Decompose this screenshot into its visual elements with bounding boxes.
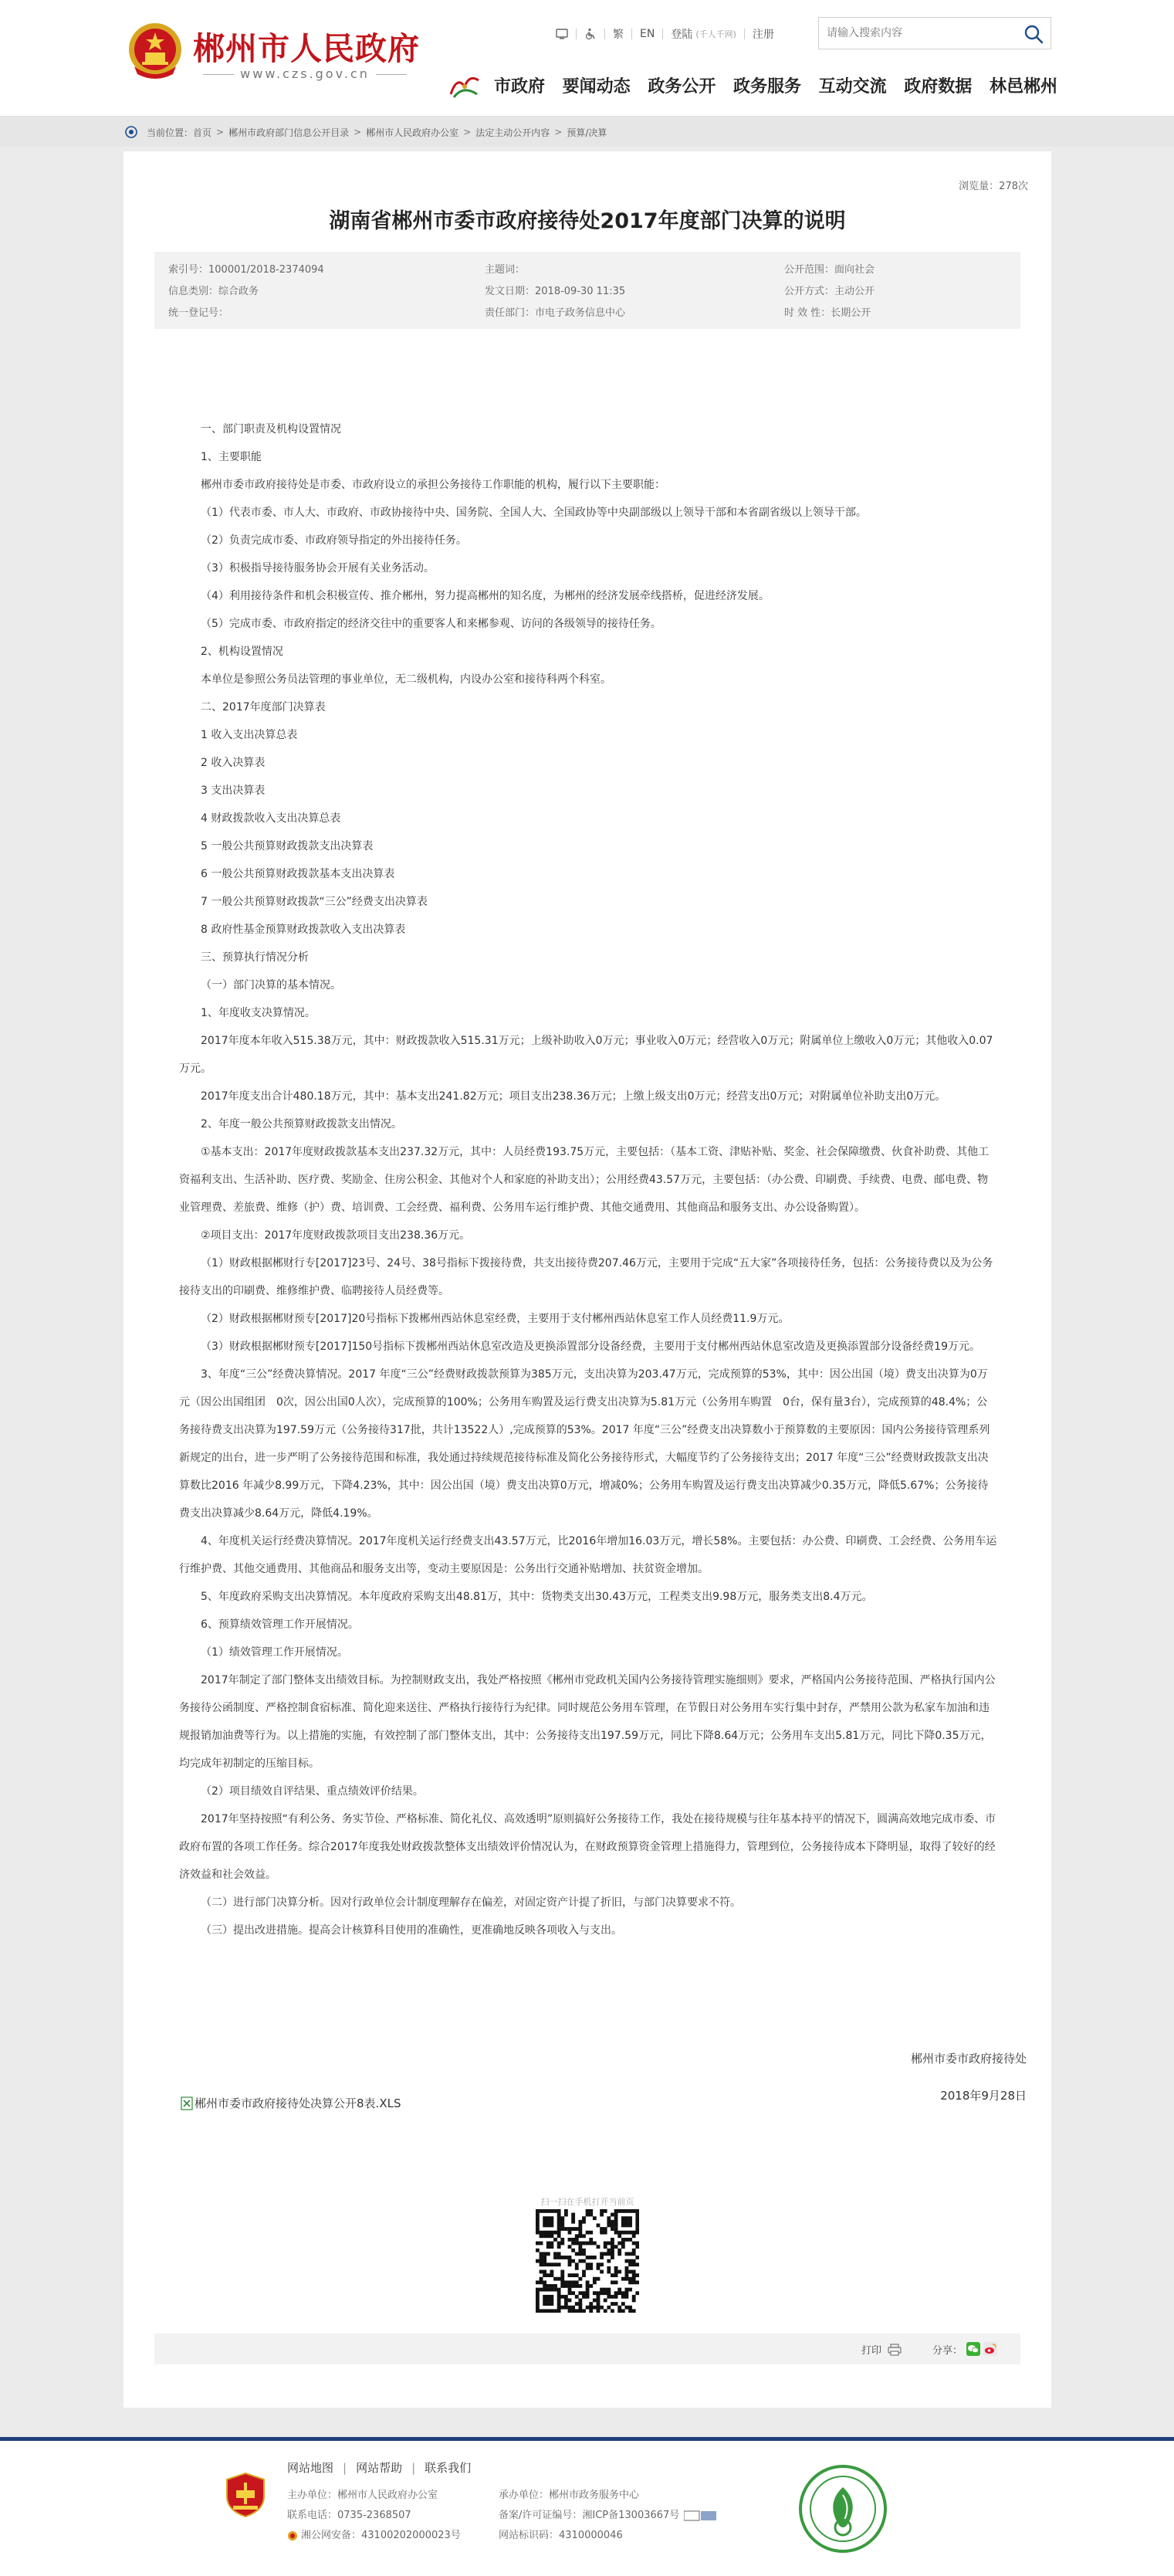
article-paragraph: 本单位是参照公务员法管理的事业单位，无二级机构，内设办公室和接待科两个科室。 <box>201 673 611 686</box>
article-paragraph: 一、部门职责及机构设置情况 <box>201 423 341 436</box>
nav-item-government-services[interactable]: 政务服务 <box>732 76 801 97</box>
article-paragraph: 2、机构设置情况 <box>201 646 283 658</box>
article-paragraph: （1）财政根据郴财行专[2017]23号、24号、38号指标下拨接待费，共支出接待费207.46万元，主要用于完成“五大家”各项接待任务，包括：公务接待费以及为公务接待支出的印刷费、维修维护费、临聘接待人员经费等。 <box>179 1257 993 1297</box>
article-paragraph: （一）部门决算的基本情况。 <box>201 979 341 991</box>
document-meta-grid <box>168 261 1007 319</box>
article-paragraph: 5 一般公共预算财政拨款支出决算表 <box>201 840 374 852</box>
article-paragraph: 7 一般公共预算财政拨款“三公”经费支出决算表 <box>201 896 428 908</box>
signature-organization: 郴州市委市政府接待处 <box>910 2052 1027 2066</box>
wheelchair-icon <box>584 28 597 40</box>
article-paragraph: 5、年度政府采购支出决算情况。本年度政府采购支出48.81万，其中：货物类支出30.43万元，工程类支出9.98万元，服务类支出8.4万元。 <box>201 1591 873 1603</box>
icp-badge-icon <box>684 2510 718 2521</box>
printer-icon <box>888 2344 902 2356</box>
site-header <box>0 0 1174 116</box>
article-paragraph: 1、主要职能 <box>201 451 262 463</box>
police-badge-icon <box>287 2530 298 2541</box>
article-paragraph: 3、年度“三公”经费决算情况。2017 年度“三公”经费财政拨款预算为385万元，支出决算为203.47万元，完成预算的53%，其中：因公出国（境）费支出决算为0万元（因公出国组团 0次，因公出国0人次），完成预算的100%；公务用车购置及运行费支出决算为5.81万元（公务用车购置 0台，保有量3台），完成预算的48.4%；公务接待费支出决算为197.59万元（公务接待317批，共计13522人）,完成预算的53%。2017 年度“三公”经费支出决算数小于预算数的主要原因：国内公务接待管理系列新规定的出台，进一步严明了公务接待范围和标准，我处通过持续规范接待标准及简化公务接待形式，大幅度节约了公务接待支出；2017 年度“三公”经费财政拨款支出决算数比2016 年减少8.99万元，下降4.23%，其中：因公出国（境）费支出决算0万元，增减0%；公务用车购置及运行费支出决算减少0.35万元，降低5.67%；公务接待费支出决算减少8.64万元，降低4.19%。 <box>179 1368 990 1520</box>
view-count: 浏览量：278次 <box>959 181 1028 192</box>
breadcrumb-separator: > <box>463 127 472 137</box>
breadcrumb <box>125 124 1051 140</box>
footer-link-contact[interactable]: 联系我们 <box>425 2461 472 2475</box>
article-body <box>179 415 997 1944</box>
article-paragraph: （1）绩效管理工作开展情况。 <box>201 1646 348 1659</box>
nav-item-government-affairs-disclosure[interactable]: 政务公开 <box>648 76 716 97</box>
article-paragraph: 2、年度一般公共预算财政拨款支出情况。 <box>201 1118 402 1130</box>
footer-link-help[interactable]: 网站帮助 <box>356 2461 403 2475</box>
article-paragraph: 1 收入支出决算总表 <box>201 729 298 741</box>
footer-link-separator: | <box>411 2460 416 2475</box>
footer-info <box>287 2486 781 2546</box>
nav-item-linyi-chenzhou[interactable]: 林邑郴州 <box>989 76 1057 97</box>
article-paragraph: ①基本支出：2017年度财政拨款基本支出237.32万元，其中：人员经费193.75万元，主要包括：（基本工资、津贴补贴、奖金、社会保障缴费、伙食补助费、其他工资福利支出、生活补助、医疗费、奖励金、住房公积金、其他对个人和家庭的补助支出）；公用经费43.57万元，主要包括：（办公费、印刷费、手续费、电费、邮电费、物业管理费、差旅费、维修（护）费、培训费、工会经费、福利费、公务用车运行维护费、其他交通费用、其他商品和服务支出、办公设备购置）。 <box>179 1146 990 1214</box>
article-paragraph: （二）进行部门决算分析。因对行政单位会计制度理解存在偏差，对固定资产计提了折旧，与部门决算要求不符。 <box>201 1896 741 1909</box>
signature-date: 2018年9月28日 <box>940 2089 1027 2103</box>
article-paragraph: （三）提出改进措施。提高会计核算科目使用的准确性，更准确地反映各项收入与支出。 <box>201 1924 622 1937</box>
wechat-share-icon[interactable] <box>966 2342 980 2356</box>
footer-host: 主办单位：郴州市人民政府办公室 <box>287 2490 438 2501</box>
meta-validity: 时 效 性：长期公开 <box>784 307 871 319</box>
article-paragraph: 二、2017年度部门决算表 <box>201 701 326 713</box>
article-paragraph: 2017年度本年收入515.38万元，其中：财政拨款收入515.31万元；上级补助收入0万元；事业收入0万元；经营收入0万元；附属单位上缴收入0万元；其他收入0.07万元。 <box>179 1035 993 1075</box>
excel-file-icon <box>181 2096 193 2110</box>
meta-department: 责任部门：市电子政务信息中心 <box>485 307 626 319</box>
meta-issue-date: 发文日期：2018-09-30 11:35 <box>485 286 626 297</box>
nav-item-interaction[interactable]: 互动交流 <box>818 76 887 97</box>
main-navigation <box>494 69 1057 100</box>
site-url-text: www.czs.gov.cn <box>240 66 370 81</box>
article-paragraph: 三、预算执行情况分析 <box>201 951 309 964</box>
footer-link-sitemap[interactable]: 网站地图 <box>287 2461 334 2475</box>
nav-decoration-icon <box>446 71 483 100</box>
english-link[interactable]: EN <box>640 28 655 40</box>
footer-links <box>287 2459 471 2476</box>
accessibility-mode-link[interactable] <box>584 28 597 40</box>
national-emblem-icon[interactable] <box>127 20 184 82</box>
article-paragraph: （1）代表市委、市人大、市政府、市政协接待中央、国务院、全国人大、全国政协等中央副部级以上领导干部和本省副省级以上领导干部。 <box>201 507 867 519</box>
breadcrumb-bar <box>0 116 1174 147</box>
article-card <box>123 151 1051 2408</box>
traditional-chinese-link[interactable]: 繁 <box>613 29 624 41</box>
footer-police-wrap <box>287 2526 499 2546</box>
article-paragraph: 郴州市委市政府接待处是市委、市政府设立的承担公务接待工作职能的机构，履行以下主要职能： <box>201 479 665 491</box>
nav-item-city-government[interactable]: 市政府 <box>494 76 546 97</box>
location-pin-icon <box>125 126 137 138</box>
meta-theme: 主题词： <box>485 264 526 276</box>
nav-item-news[interactable]: 要闻动态 <box>562 76 631 97</box>
login-label: 登陆 <box>671 29 693 41</box>
article-paragraph: （3）财政根据郴财预专[2017]150号指标下拨郴州西站休息室改造及更换添置部分设备经费，主要用于支付郴州西站休息室改造及更换添置部分设备经费19万元。 <box>201 1341 980 1353</box>
footer-police-record[interactable]: 湘公网安备：43100202000023号 <box>301 2530 461 2541</box>
breadcrumb-separator: > <box>216 127 225 137</box>
breadcrumb-separator: > <box>354 127 362 137</box>
article-paragraph: （4）利用接待条件和机会积极宣传、推介郴州，努力提高郴州的知名度，为郴州的经济发展牵线搭桥，促进经济发展。 <box>201 590 770 602</box>
footer-undertaker: 承办单位：郴州市政务服务中心 <box>499 2490 640 2501</box>
footer-icp-wrap <box>499 2506 718 2526</box>
breadcrumb-separator: > <box>554 127 563 137</box>
government-website-seal-icon[interactable] <box>798 2464 888 2554</box>
breadcrumb-home[interactable]: 首页 <box>193 127 212 138</box>
weibo-share-icon[interactable] <box>983 2342 997 2356</box>
login-note: (千人千网) <box>695 29 736 39</box>
article-paragraph: 2017年制定了部门整体支出绩效目标。为控制财政支出，我处严格按照《郴州市党政机关国内公务接待管理实施细则》要求，严格国内公务接待范围、严格执行国内公务接待公函制度、严格控制食宿标准、简化迎来送往、严格执行接待行为纪律。同时规范公务用车管理，在节假日对公务用车实行集中封存，严禁用公款为私家车加油和违规报销加油费等行为。以上措施的实施，有效控制了部门整体支出，其中：公务接待支出197.59万元，同比下降8.64万元；公务用车支出5.81万元，同比下降0.35万元，均完成年初制定的压缩目标。 <box>179 1674 996 1770</box>
document-meta-box <box>154 252 1020 329</box>
breadcrumb-label: 当前位置： <box>147 127 194 138</box>
article-paragraph: 4 财政拨款收入支出决算总表 <box>201 812 341 825</box>
share-label: 分享： <box>932 2345 963 2357</box>
article-paragraph: （3）积极指导接待服务协会开展有关业务活动。 <box>201 562 435 575</box>
article-paragraph: 6 一般公共预算财政拨款基本支出决算表 <box>201 868 395 880</box>
article-paragraph: 3 支出决算表 <box>201 785 266 797</box>
article-paragraph: 4、年度机关运行经费决算情况。2017年度机关运行经费支出43.57万元，比2016年增加16.03万元，增长58%。主要包括：办公费、印刷费、工会经费、公务用车运行维护费、其他交通费用、其他商品和服务支出等，变动主要原因是：公务出行交通补贴增加、扶贫资金增加。 <box>179 1535 997 1575</box>
screen-reader-icon <box>556 28 568 40</box>
article-paragraph: ②项目支出：2017年度财政拨款项目支出238.36万元。 <box>201 1229 471 1242</box>
page-title: 湖南省郴州市委市政府接待处2017年度部门决算的说明 <box>329 209 846 233</box>
site-footer <box>0 2441 1174 2576</box>
article-paragraph: （2）财政根据郴财预专[2017]20号指标下拨郴州西站休息室经费，主要用于支付郴州西站休息室工作人员经费11.9万元。 <box>201 1313 790 1325</box>
article-paragraph: 1、年度收支决算情况。 <box>201 1007 316 1019</box>
footer-icp[interactable]: 备案/许可证编号：湘ICP备13003667号 <box>499 2510 680 2521</box>
article-paragraph: 8 政府性基金预算财政拨款收入支出决算表 <box>201 924 406 936</box>
share-bar <box>154 2334 1020 2364</box>
meta-index-number: 索引号：100001/2018-2374094 <box>168 264 324 276</box>
register-link[interactable]: 注册 <box>752 29 774 41</box>
nav-item-government-data[interactable]: 政府数据 <box>904 76 973 97</box>
site-logo-url <box>193 66 417 83</box>
article-paragraph: 2017年度支出合计480.18万元，其中：基本支出241.82万元；项目支出238.36万元；上缴上级支出0万元；经营支出0万元；对附属单位补助支出0万元。 <box>201 1090 946 1103</box>
footer-phone: 联系电话：0735-2368507 <box>287 2510 411 2521</box>
attachment-filename: 郴州市委市政府接待处决算公开8表.XLS <box>195 2096 401 2110</box>
site-logo-title[interactable]: 郴州市人民政府 <box>193 30 420 67</box>
article-paragraph: 2017年坚持按照“有利公务、务实节俭、严格标准、简化礼仪、高效透明”原则搞好公务接待工作，我处在接待规模与往年基本持平的情况下，圆满高效地完成市委、市政府布置的各项工作任务。综合2017年度我处财政拨款整体支出绩效评价情况认为，在财政预算资金管理上措施得力，管理到位，公务接待成本下降明显，取得了较好的经济效益和社会效益。 <box>179 1813 996 1881</box>
qr-code-image <box>536 2209 639 2313</box>
top-utility-links <box>556 23 810 45</box>
print-label: 打印 <box>861 2345 882 2357</box>
article-paragraph: （2）项目绩效自评结果、重点绩效评价结果。 <box>201 1785 424 1798</box>
search-box <box>818 17 1051 49</box>
search-icon[interactable] <box>1023 23 1044 45</box>
meta-registration-number: 统一登记号： <box>168 307 229 319</box>
article-paragraph: （5）完成市委、市政府指定的经济交往中的重要客人和来郴参观、访问的各级领导的接待任务。 <box>201 618 661 630</box>
meta-method: 公开方式：主动公开 <box>784 286 875 297</box>
breadcrumb-budget[interactable]: 预算/决算 <box>567 127 607 138</box>
breadcrumb-statutory-content[interactable]: 法定主动公开内容 <box>475 127 550 138</box>
accessibility-reader-link[interactable] <box>556 28 568 40</box>
qr-caption: 扫一扫在手机打开当前页 <box>540 2197 634 2207</box>
article-paragraph: 6、预算绩效管理工作开展情况。 <box>201 1618 359 1631</box>
breadcrumb-office[interactable]: 郴州市人民政府办公室 <box>366 127 459 138</box>
signature-block <box>795 2040 1027 2114</box>
party-government-badge-icon[interactable] <box>225 2472 266 2518</box>
article-paragraph: 2 收入决算表 <box>201 757 266 769</box>
print-button[interactable] <box>861 2342 902 2357</box>
login-link[interactable] <box>671 26 736 42</box>
attachment-link[interactable] <box>181 2095 401 2111</box>
breadcrumb-catalog[interactable]: 郴州市政府部门信息公开目录 <box>228 127 350 138</box>
article-paragraph: （2）负责完成市委、市政府领导指定的外出接待任务。 <box>201 534 467 547</box>
meta-scope: 公开范围：面向社会 <box>784 264 875 276</box>
meta-category: 信息类别：综合政务 <box>168 286 259 297</box>
footer-site-code: 网站标识码：4310000046 <box>499 2530 623 2541</box>
footer-link-separator: | <box>343 2460 347 2475</box>
search-input[interactable] <box>827 24 1012 42</box>
